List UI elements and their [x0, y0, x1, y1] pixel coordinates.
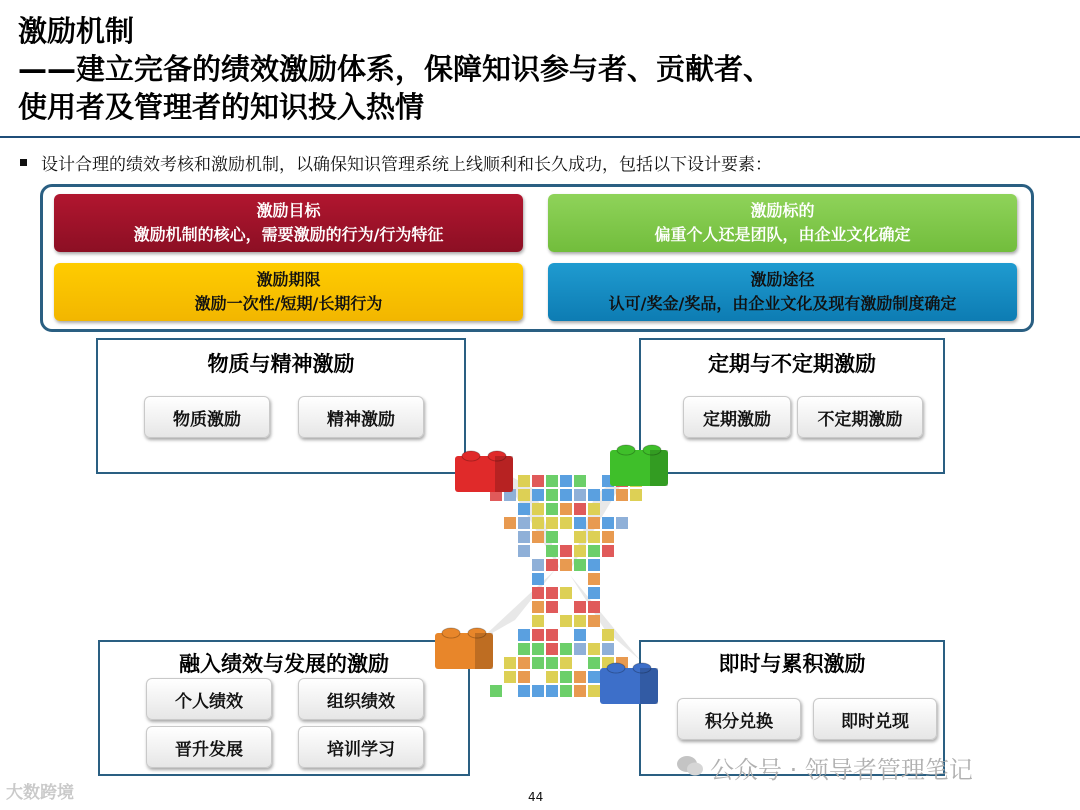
mosaic-cell: [560, 671, 572, 683]
mosaic-cell: [518, 629, 530, 641]
chip-training: 培训学习: [298, 726, 424, 768]
mosaic-cell: [532, 685, 544, 697]
panel-title: 定期与不定期激励: [708, 352, 876, 376]
mosaic-cell: [504, 671, 516, 683]
mosaic-cell: [532, 657, 544, 669]
page-number: 44: [528, 790, 544, 804]
chip-aperiodic: 不定期激励: [797, 396, 923, 438]
intro-bullet: [20, 150, 772, 175]
mosaic-cell: [504, 657, 516, 669]
title-divider: [0, 136, 1080, 138]
mosaic-cell: [574, 685, 586, 697]
mosaic-cell: [602, 629, 614, 641]
mosaic-cell: [546, 503, 558, 515]
mosaic-cell: [546, 657, 558, 669]
mosaic-cell: [588, 601, 600, 613]
mosaic-cell: [560, 685, 572, 697]
mosaic-cell: [588, 657, 600, 669]
mosaic-cell: [532, 587, 544, 599]
mosaic-cell: [588, 559, 600, 571]
panel-material-spiritual: [96, 338, 466, 474]
panel-title: 即时与累积激励: [718, 652, 866, 676]
chip-material: 物质激励: [144, 396, 270, 438]
mosaic-cell: [588, 489, 600, 501]
mosaic-cell: [532, 489, 544, 501]
goal-desc: 激励一次性/短期/长期行为: [194, 294, 383, 313]
goal-desc: 偏重个人还是团队，由企业文化确定: [654, 225, 911, 244]
mosaic-cell: [546, 643, 558, 655]
chip-points-exchange: 积分兑换: [677, 698, 801, 740]
mosaic-cell: [518, 643, 530, 655]
mosaic-cell: [560, 657, 572, 669]
mosaic-cell: [546, 629, 558, 641]
mosaic-cell: [588, 615, 600, 627]
mosaic-cell: [574, 559, 586, 571]
mosaic-cell: [616, 517, 628, 529]
mosaic-cell: [602, 643, 614, 655]
mosaic-cell: [560, 517, 572, 529]
mosaic-cell: [532, 531, 544, 543]
goal-desc: 认可/奖金/奖品，由企业文化及现有激励制度确定: [608, 294, 957, 313]
mosaic-cell: [588, 573, 600, 585]
panel-title: 融入绩效与发展的激励: [179, 652, 389, 676]
goal-box-object: [548, 194, 1017, 252]
title-line-2: ——建立完备的绩效激励体系，保障知识参与者、贡献者、: [18, 52, 773, 86]
mosaic-cell: [532, 517, 544, 529]
mosaic-cell: [532, 559, 544, 571]
mosaic-cell: [518, 531, 530, 543]
mosaic-cell: [546, 489, 558, 501]
goal-box-target: [54, 194, 523, 252]
mosaic-cell: [518, 657, 530, 669]
orange-brick-icon: [435, 628, 493, 669]
panel-title: 物质与精神激励: [207, 352, 355, 376]
mosaic-cell: [532, 615, 544, 627]
mosaic-cell: [588, 587, 600, 599]
goal-box-period: [54, 263, 523, 321]
mosaic-cell: [560, 545, 572, 557]
mosaic-cell: [532, 629, 544, 641]
mosaic-cell: [560, 643, 572, 655]
watermark-text: 公众号 · 领导者管理笔记: [710, 756, 973, 784]
mosaic-cell: [532, 643, 544, 655]
goal-heading: 激励期限: [256, 270, 321, 289]
mosaic-cell: [588, 503, 600, 515]
goal-desc: 激励机制的核心，需要激励的行为/行为特征: [133, 225, 444, 244]
mosaic-cell: [560, 489, 572, 501]
title-line-1: 激励机制: [18, 14, 135, 48]
mosaic-cell: [602, 489, 614, 501]
mosaic-cell: [518, 517, 530, 529]
page-title: [18, 12, 1068, 126]
mosaic-cell: [518, 671, 530, 683]
mosaic-cell: [546, 517, 558, 529]
goal-heading: 激励目标: [256, 201, 321, 220]
mosaic-cell: [574, 517, 586, 529]
mosaic-cell: [560, 475, 572, 487]
mosaic-cell: [518, 503, 530, 515]
mosaic-cell: [560, 615, 572, 627]
mosaic-cell: [504, 517, 516, 529]
mosaic-cell: [518, 685, 530, 697]
mosaic-cell: [518, 475, 530, 487]
bullet-square-icon: [20, 159, 27, 166]
blue-brick-icon: [600, 663, 658, 704]
mosaic-cell: [574, 531, 586, 543]
mosaic-cell: [560, 559, 572, 571]
mosaic-cell: [574, 601, 586, 613]
building-blocks-illustration: [430, 430, 690, 720]
mosaic-cell: [546, 475, 558, 487]
mosaic-cell: [588, 685, 600, 697]
mosaic-cell: [602, 531, 614, 543]
mosaic-cell: [588, 545, 600, 557]
wechat-icon: [676, 754, 704, 778]
mosaic-cell: [518, 489, 530, 501]
mosaic-cell: [574, 489, 586, 501]
title-line-3: 使用者及管理者的知识投入热情: [18, 90, 425, 124]
mosaic-cell: [588, 671, 600, 683]
chip-periodic: 定期激励: [683, 396, 791, 438]
mosaic-cell: [518, 545, 530, 557]
intro-text: 设计合理的绩效考核和激励机制，以确保知识管理系统上线顺利和长久成功，包括以下设计要素：: [41, 155, 772, 175]
chip-spiritual: 精神激励: [298, 396, 424, 438]
mosaic-cell: [560, 587, 572, 599]
red-brick-icon: [455, 451, 513, 492]
mosaic-cell: [532, 601, 544, 613]
mosaic-cell: [588, 643, 600, 655]
mosaic-cell: [574, 643, 586, 655]
mosaic-cell: [574, 615, 586, 627]
mosaic-cell: [616, 489, 628, 501]
mosaic-cell: [574, 671, 586, 683]
mosaic-cell: [588, 517, 600, 529]
mosaic-cell: [546, 531, 558, 543]
mosaic-cell: [588, 531, 600, 543]
mosaic-cell: [546, 559, 558, 571]
mosaic-cell: [532, 503, 544, 515]
mosaic-cell: [574, 629, 586, 641]
mosaic-cell: [546, 587, 558, 599]
chip-promotion: 晋升发展: [146, 726, 272, 768]
mosaic-cell: [546, 671, 558, 683]
mosaic-cell: [602, 545, 614, 557]
chip-org-performance: 组织绩效: [298, 678, 424, 720]
mosaic-cell: [574, 475, 586, 487]
mosaic-cell: [532, 475, 544, 487]
bottom-logo: 大数跨境: [6, 783, 74, 803]
mosaic-cell: [574, 503, 586, 515]
mosaic-cell: [574, 545, 586, 557]
goal-heading: 激励标的: [750, 201, 815, 220]
panel-performance: [98, 640, 470, 776]
mosaic-cell: [532, 573, 544, 585]
goal-box-channel: [548, 263, 1017, 321]
chip-instant-reward: 即时兑现: [813, 698, 937, 740]
goal-heading: 激励途径: [750, 270, 815, 289]
mosaic-cell: [602, 517, 614, 529]
green-brick-icon: [610, 445, 668, 486]
mosaic-cell: [630, 489, 642, 501]
mosaic-cell: [546, 545, 558, 557]
chip-personal-performance: 个人绩效: [146, 678, 272, 720]
mosaic-cell: [546, 601, 558, 613]
mosaic-cell: [546, 685, 558, 697]
mosaic-cell: [490, 685, 502, 697]
mosaic-cell: [560, 503, 572, 515]
